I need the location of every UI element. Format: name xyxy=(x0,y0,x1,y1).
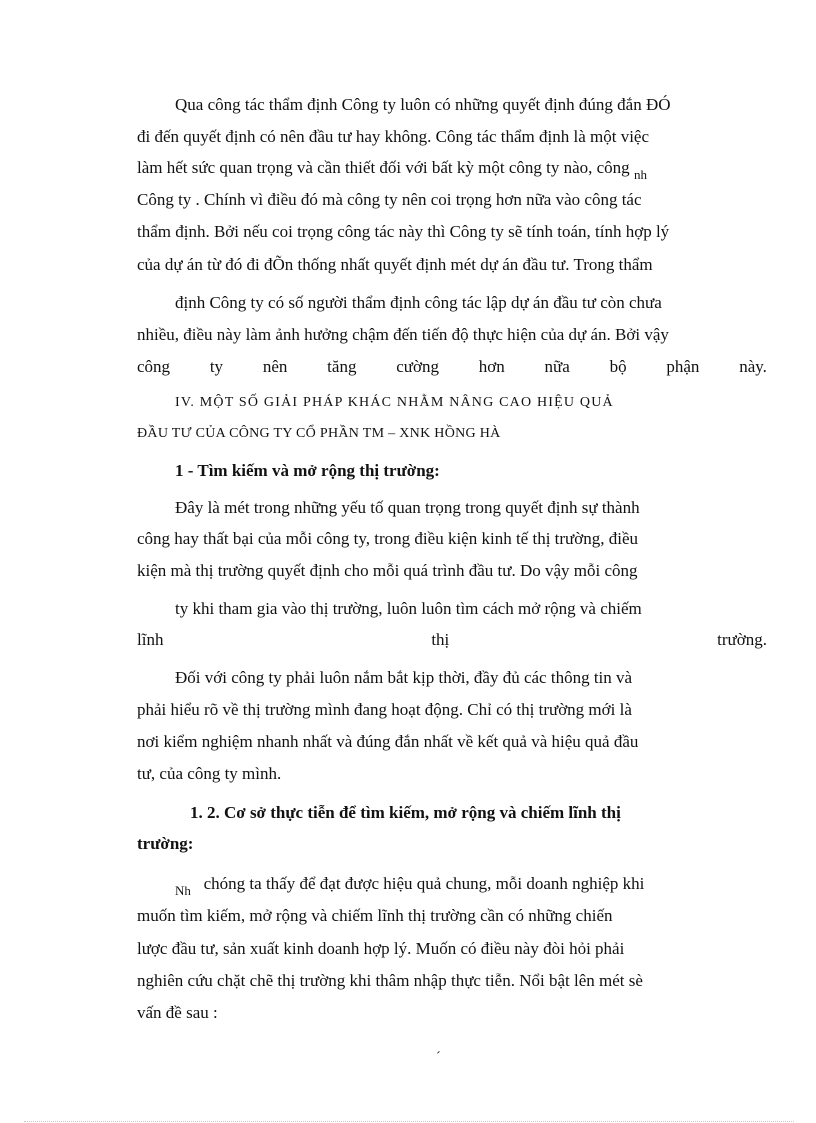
word: cường xyxy=(396,357,439,376)
paragraph-line xyxy=(137,156,767,181)
subsection-heading-1-2: trường: xyxy=(137,834,194,853)
word: bộ xyxy=(609,357,627,376)
word: tăng xyxy=(327,357,357,376)
paragraph-line: Công ty . Chính vì điều đó mà công ty nên coi trọng hơn nữa vào công tác xyxy=(137,190,642,209)
paragraph-line: Đây là mét trong những yếu tố quan trọng trong quyết định sự thành xyxy=(175,498,640,517)
paragraph-line: công hay thất bại của mỗi công ty, trong điều kiện kinh tế thị trường, điều xyxy=(137,529,639,548)
word: nên xyxy=(262,357,288,376)
justified-line xyxy=(137,628,767,652)
paragraph-line: nơi kiểm nghiệm nhanh nhất và đúng đắn nhất về kết quả và hiệu quả đầu xyxy=(137,732,639,751)
paragraph-line: ty khi tham gia vào thị trường, luôn luôn tìm cách mở rộng và chiếm xyxy=(175,599,642,618)
word: thị xyxy=(431,630,450,649)
subscript-fragment: nh xyxy=(633,167,647,181)
word: phận xyxy=(666,357,700,376)
subsection-heading-1-2: 1. 2. Cơ sở thực tiễn để tìm kiếm, mở rộng và chiếm lĩnh thị xyxy=(190,803,621,822)
word: hơn xyxy=(478,357,505,376)
section-heading-iv: ĐẦU TƯ CỦA CÔNG TY CỔ PHẦN TM – XNK HỒNG HÀ xyxy=(137,426,501,441)
paragraph-line: muốn tìm kiếm, mở rộng và chiếm lĩnh thị trường cần có những chiến xyxy=(137,906,613,925)
paragraph-line: Qua công tác thẩm định Công ty luôn có những quyết định đúng đắn ĐÓ xyxy=(175,95,671,114)
paragraph-line: lược đầu tư, sản xuất kinh doanh hợp lý. Muốn có điều này đòi hỏi phải xyxy=(137,939,625,958)
footer-mark: ´ xyxy=(436,1050,441,1065)
paragraph-line: nhiều, điều này làm ảnh hưởng chậm đến tiến độ thực hiện của dự án. Bởi vậy xyxy=(137,325,669,344)
word: nữa xyxy=(544,357,570,376)
line-text: làm hết sức quan trọng và cần thiết đối với bất kỳ một công ty nào, công xyxy=(137,158,630,177)
word: công xyxy=(137,357,171,376)
word: lĩnh xyxy=(137,630,164,649)
paragraph-line: định Công ty có số người thẩm định công tác lập dự án đầu tư còn chưa xyxy=(175,293,662,312)
paragraph-line: Đối với công ty phải luôn nắm bắt kịp thời, đầy đủ các thông tin và xyxy=(175,668,633,687)
justified-line xyxy=(137,355,767,379)
prefix-fragment: Nh xyxy=(175,883,191,897)
paragraph-line: tư, của công ty mình. xyxy=(137,764,282,783)
line-text: chóng ta thấy để đạt được hiệu quả chung, mỗi doanh nghiệp khi xyxy=(203,874,645,893)
paragraph-line: vấn đề sau : xyxy=(137,1003,218,1022)
word: này. xyxy=(739,357,767,376)
paragraph-line xyxy=(175,872,767,897)
subsection-heading-1: 1 - Tìm kiếm và mở rộng thị trường: xyxy=(175,461,440,480)
paragraph-line: của dự án từ đó đi đÕn thống nhất quyết định mét dự án đầu tư. Trong thẩm xyxy=(137,255,653,274)
section-heading-iv: IV. MỘT SỐ GIẢI PHÁP KHÁC NHẰM NÂNG CAO HIỆU QUẢ xyxy=(175,395,614,410)
paragraph-line: đi đến quyết định có nên đầu tư hay không. Công tác thẩm định là một việc xyxy=(137,127,650,146)
paragraph-line: nghiên cứu chặt chẽ thị trường khi thâm nhập thực tiễn. Nổi bật lên mét sè xyxy=(137,971,643,990)
word: ty xyxy=(209,357,224,376)
word: trường. xyxy=(717,630,767,649)
paragraph-line: kiện mà thị trường quyết định cho mỗi quá trình đầu tư. Do vậy mỗi công xyxy=(137,561,638,580)
paragraph-line: phải hiểu rõ về thị trường mình đang hoạt động. Chỉ có thị trường mới là xyxy=(137,700,632,719)
page-bottom-divider xyxy=(24,1121,794,1122)
paragraph-line: thẩm định. Bởi nếu coi trọng công tác này thì Công ty sẽ tính toán, tính hợp lý xyxy=(137,222,670,241)
